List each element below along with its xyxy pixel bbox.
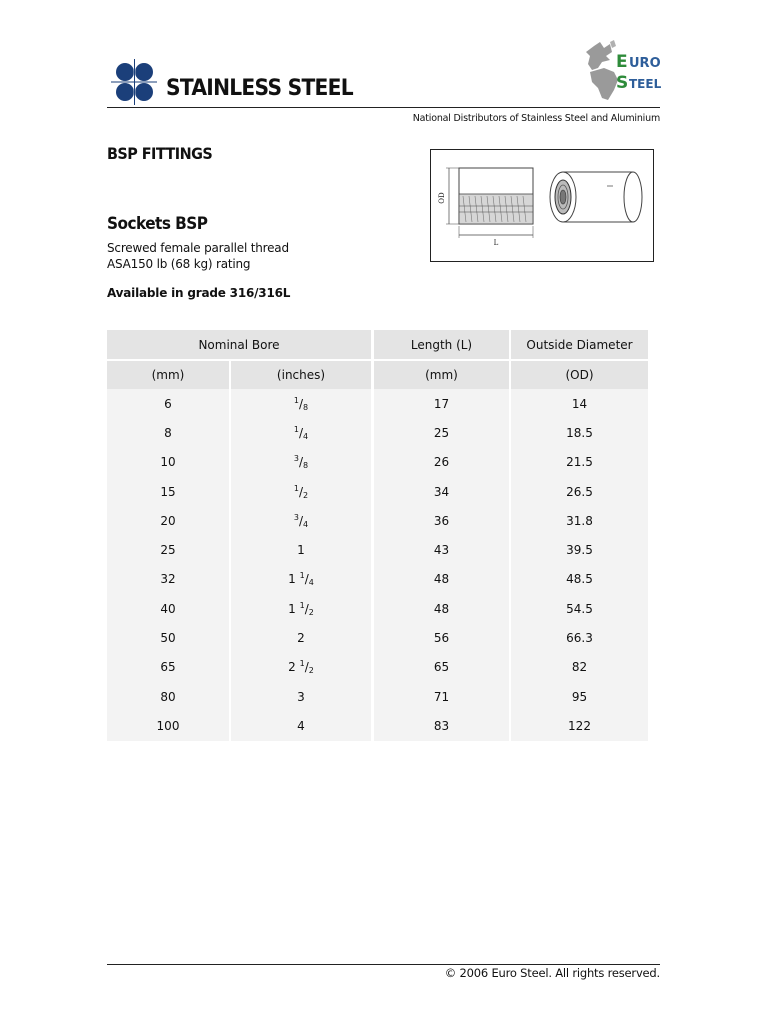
- cell-length: 43: [374, 535, 511, 564]
- cell-od: 95: [511, 682, 648, 711]
- inches-whole: 1: [297, 543, 305, 558]
- cell-inches: [231, 535, 374, 564]
- cell-od: 54.5: [511, 594, 648, 623]
- cell-od: 18.5: [511, 418, 648, 447]
- cell-od: 66.3: [511, 623, 648, 652]
- grade-note: Available in grade 316/316L: [107, 286, 291, 300]
- product-description-line-1: Screwed female parallel thread: [107, 241, 289, 255]
- fraction-numerator: 1: [293, 424, 299, 434]
- sockets-dimension-table: [107, 330, 648, 741]
- cell-length: 48: [374, 565, 511, 594]
- table-row: [107, 448, 648, 477]
- brand-title: STAINLESS STEEL: [166, 76, 353, 101]
- fraction-slash: /: [304, 572, 309, 587]
- steel-rest: TEEL: [629, 77, 662, 91]
- table-row: [107, 623, 648, 652]
- cell-inches: [231, 448, 374, 477]
- cell-length: 65: [374, 653, 511, 682]
- cell-inches: [231, 653, 374, 682]
- socket-drawing-figure: [431, 150, 653, 261]
- fraction-slash: /: [304, 660, 309, 675]
- cell-mm: 100: [107, 711, 231, 740]
- cell-mm: 15: [107, 477, 231, 506]
- cell-length: 48: [374, 594, 511, 623]
- cell-length: 36: [374, 506, 511, 535]
- fraction-numerator: 1: [299, 659, 305, 669]
- cell-inches: [231, 682, 374, 711]
- fraction-denominator: 2: [308, 607, 314, 617]
- cell-inches: [231, 711, 374, 740]
- table-row: [107, 565, 648, 594]
- table-row: [107, 535, 648, 564]
- inches-whole: 2: [297, 631, 305, 646]
- header-outside-diameter: Outside Diameter: [511, 330, 648, 361]
- product-title: Sockets BSP: [107, 214, 208, 234]
- cell-inches: [231, 506, 374, 535]
- inches-whole: 2: [288, 660, 296, 675]
- fraction-slash: /: [298, 425, 304, 440]
- euro-steel-logo-icon: [584, 40, 664, 102]
- table-row: [107, 506, 648, 535]
- cell-length: 56: [374, 623, 511, 652]
- table-row: [107, 682, 648, 711]
- cell-mm: 10: [107, 448, 231, 477]
- table-row: [107, 594, 648, 623]
- fraction-slash: /: [298, 455, 304, 470]
- product-description-line-2: ASA150 lb (68 kg) rating: [107, 257, 251, 271]
- fraction-numerator: 1: [299, 571, 305, 581]
- cell-mm: 25: [107, 535, 231, 564]
- cell-inches: [231, 565, 374, 594]
- cell-mm: 50: [107, 623, 231, 652]
- euro-rest: URO: [629, 56, 661, 71]
- header-length: Length (L): [374, 330, 511, 361]
- length-label: L: [493, 239, 499, 247]
- cell-od: 21.5: [511, 448, 648, 477]
- subheader-od: (OD): [511, 361, 648, 389]
- cell-length: 71: [374, 682, 511, 711]
- cell-length: 83: [374, 711, 511, 740]
- fraction-numerator: 1: [299, 600, 305, 610]
- table-row: [107, 711, 648, 740]
- euro-initial: E: [616, 52, 628, 72]
- cell-od: 122: [511, 711, 648, 740]
- cell-inches: [231, 623, 374, 652]
- fraction-denominator: 8: [303, 461, 309, 471]
- fraction-numerator: 1: [293, 395, 299, 405]
- fraction-denominator: 4: [303, 431, 309, 441]
- cell-od: 14: [511, 389, 648, 418]
- cell-od: 31.8: [511, 506, 648, 535]
- subheader-length-mm: (mm): [374, 361, 511, 389]
- cell-od: 39.5: [511, 535, 648, 564]
- cell-mm: 6: [107, 389, 231, 418]
- section-title: BSP FITTINGS: [107, 144, 213, 163]
- cell-mm: 80: [107, 682, 231, 711]
- socket-drawing: [430, 149, 654, 262]
- fraction-numerator: 3: [293, 512, 299, 522]
- header-divider: [107, 107, 660, 108]
- cell-inches: [231, 389, 374, 418]
- cell-length: 26: [374, 448, 511, 477]
- fraction-slash: /: [304, 601, 309, 616]
- header-nominal-bore: Nominal Bore: [107, 330, 374, 361]
- fraction-denominator: 2: [303, 490, 309, 500]
- inches-whole: 1: [288, 572, 296, 587]
- fraction-numerator: 3: [293, 454, 299, 464]
- cell-inches: [231, 594, 374, 623]
- table-row: [107, 653, 648, 682]
- fraction-numerator: 1: [293, 483, 299, 493]
- tagline: National Distributors of Stainless Steel and Aluminium: [412, 113, 660, 124]
- cell-mm: 20: [107, 506, 231, 535]
- table-row: [107, 389, 648, 418]
- cell-length: 34: [374, 477, 511, 506]
- cell-od: 82: [511, 653, 648, 682]
- cell-length: 25: [374, 418, 511, 447]
- fraction-denominator: 2: [308, 666, 314, 676]
- cell-length: 17: [374, 389, 511, 418]
- cell-mm: 40: [107, 594, 231, 623]
- cell-inches: [231, 418, 374, 447]
- subheader-inches: (inches): [231, 361, 374, 389]
- table-row: [107, 477, 648, 506]
- cell-od: 48.5: [511, 565, 648, 594]
- fraction-slash: /: [298, 484, 304, 499]
- inches-whole: 3: [297, 689, 305, 704]
- fraction-slash: /: [298, 513, 304, 528]
- subheader-mm: (mm): [107, 361, 231, 389]
- cell-mm: 32: [107, 565, 231, 594]
- inches-whole: 4: [297, 718, 305, 733]
- fraction-slash: /: [298, 396, 304, 411]
- cell-inches: [231, 477, 374, 506]
- fraction-denominator: 4: [303, 519, 309, 529]
- fraction-denominator: 4: [308, 578, 314, 588]
- od-label: OD: [438, 192, 446, 204]
- cell-mm: 8: [107, 418, 231, 447]
- cell-mm: 65: [107, 653, 231, 682]
- steel-initial: S: [616, 73, 629, 93]
- cell-od: 26.5: [511, 477, 648, 506]
- fraction-denominator: 8: [303, 402, 309, 412]
- copyright: © 2006 Euro Steel. All rights reserved.: [444, 966, 660, 980]
- stainless-steel-logo-icon: [110, 58, 158, 106]
- footer-divider: [107, 964, 660, 965]
- table-body: [107, 389, 648, 741]
- table-row: [107, 418, 648, 447]
- inches-whole: 1: [288, 601, 296, 616]
